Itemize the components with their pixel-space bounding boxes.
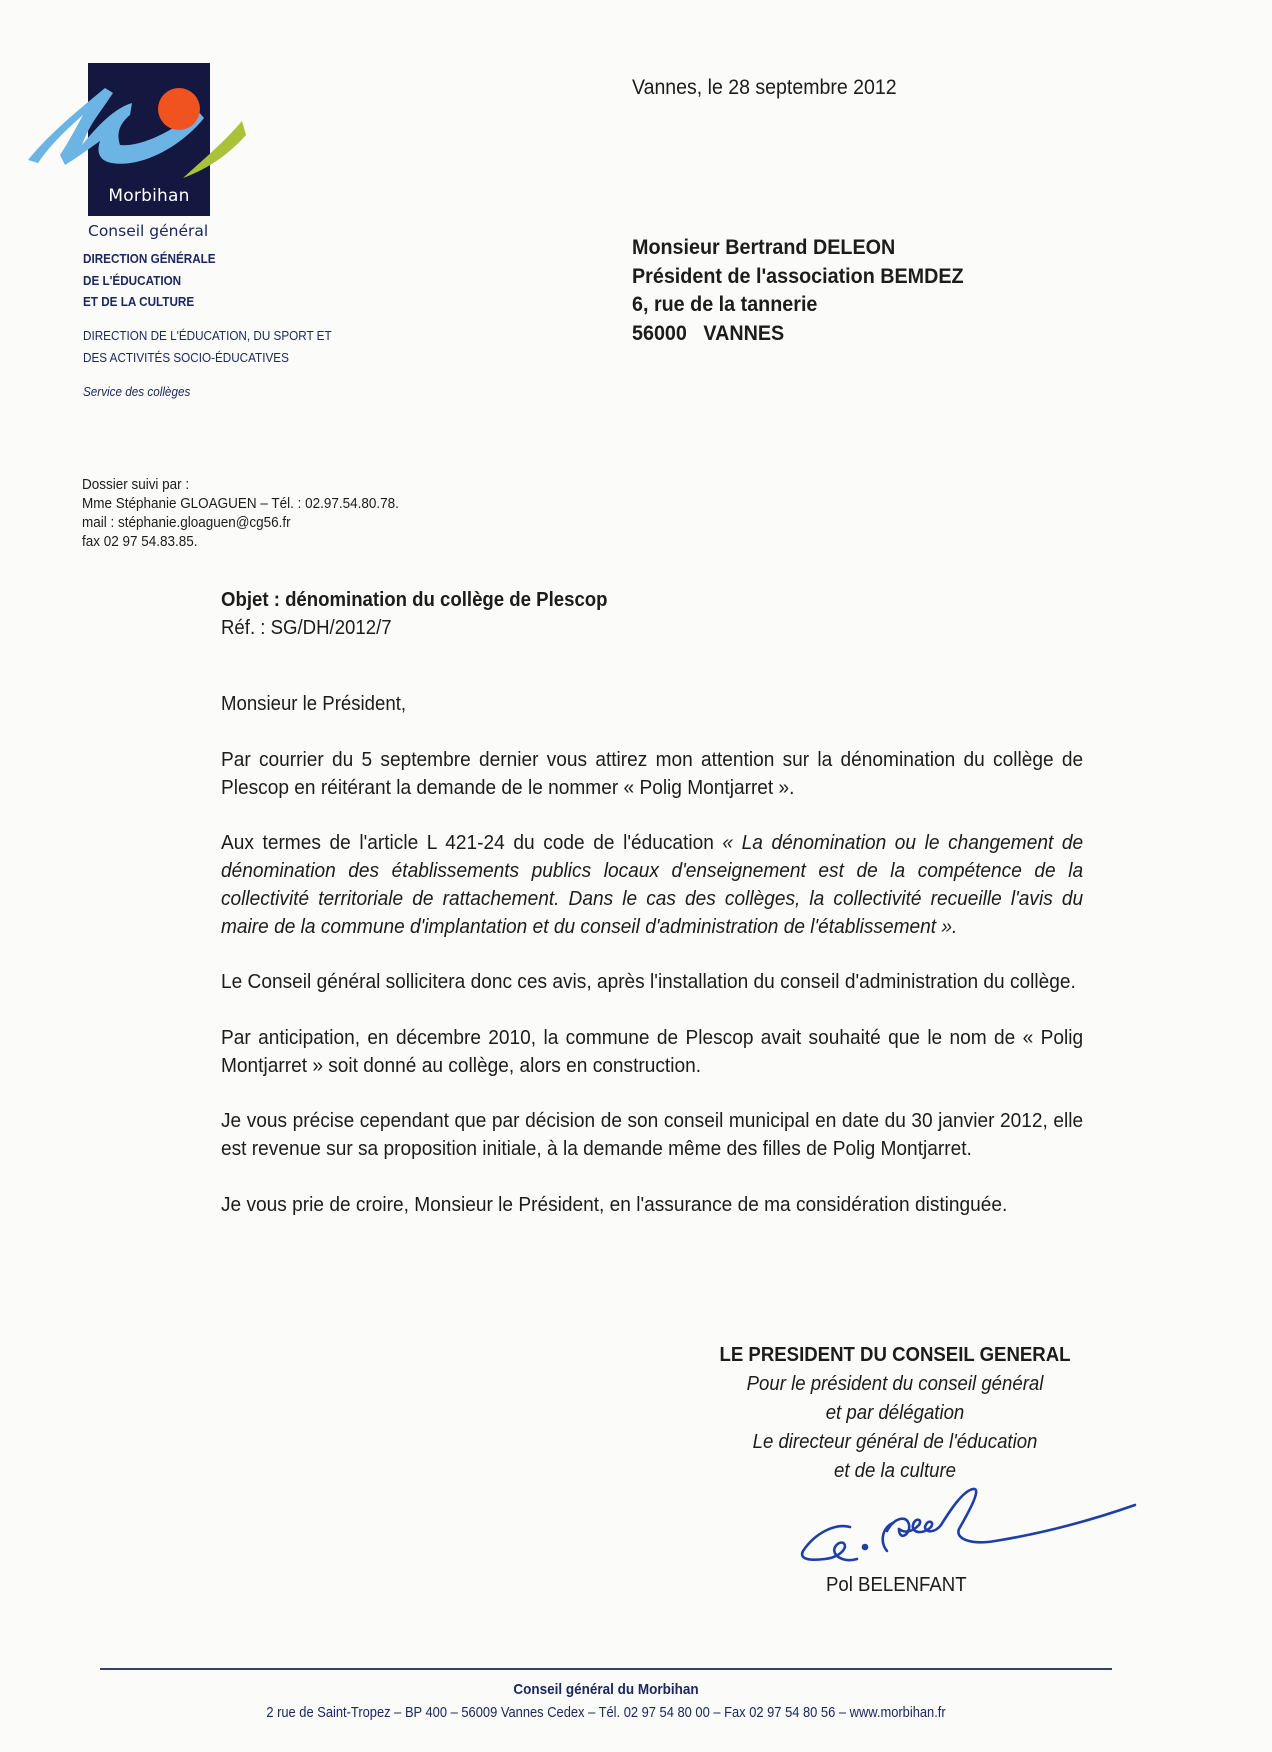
footer-divider [100, 1668, 1112, 1670]
handwritten-signature-icon [795, 1485, 1140, 1575]
closing-formula: Je vous prie de croire, Monsieur le Président, en l'assurance de ma considération distinguée. [221, 1192, 1008, 1216]
department-main [83, 248, 216, 313]
recipient-name: Monsieur Bertrand DELEON [632, 236, 896, 259]
delegation-line: et de la culture [833, 1460, 957, 1482]
object-reference: Réf. : SG/DH/2012/7 [221, 617, 392, 639]
body-paragraph: Par courrier du 5 septembre dernier vous attirez mon attention sur la dénomination du collège de Plescop en réitérant la demande de le nommer « Polig Montjarret ». [221, 748, 1084, 799]
delegation-line: Pour le président du conseil général [746, 1373, 1044, 1395]
signature-title: LE PRESIDENT DU CONSEIL GENERAL [719, 1344, 1071, 1366]
logo-wordmark: Morbihan [108, 186, 190, 206]
recipient-street: 6, rue de la tannerie [632, 293, 818, 316]
contact-fax: fax 02 97 54.83.85. [82, 534, 198, 550]
footer-organization: Conseil général du Morbihan [513, 1681, 699, 1698]
salutation: Monsieur le Président, [221, 693, 407, 715]
footer-address: 2 rue de Saint-Tropez – BP 400 – 56009 Vannes Cedex – Tél. 02 97 54 80 00 – Fax 02 97 54 80 56 – www.morbihan.fr [266, 1704, 946, 1721]
recipient-address [632, 234, 964, 348]
department-main-line: ET DE LA CULTURE [83, 294, 195, 309]
department-sub [83, 325, 332, 368]
object-title: Objet : dénomination du collège de Plescop [221, 589, 608, 611]
signature-block [700, 1341, 1090, 1486]
body-paragraph: Le Conseil général sollicitera donc ces avis, après l'installation du conseil d'administration du collège. [221, 970, 1076, 994]
service-name: Service des collèges [83, 384, 191, 399]
recipient-title: Président de l'association BEMDEZ [632, 264, 964, 288]
delegation-line: Le directeur général de l'éducation [752, 1431, 1038, 1453]
department-sub-line: DIRECTION DE L'ÉDUCATION, DU SPORT ET [83, 328, 332, 343]
article-intro: Aux termes de l'article L 421-24 du code de l'éducation [221, 831, 723, 855]
signatory-name: Pol BELENFANT [826, 1574, 967, 1596]
organization-name: Conseil général [88, 222, 209, 240]
logo-orange-sun [158, 88, 200, 130]
contact-block [82, 476, 399, 552]
department-sub-line: DES ACTIVITÉS SOCIO-ÉDUCATIVES [83, 349, 289, 365]
department-main-line: DE L'ÉDUCATION [83, 272, 182, 288]
contact-heading: Dossier suivi par : [82, 477, 190, 493]
body-paragraph: Je vous précise cependant que par décision de son conseil municipal en date du 30 janvier 2012, elle est revenue sur sa proposition initiale, à la demande même des filles de Polig Montjarret. [221, 1109, 1084, 1161]
recipient-city-line [632, 320, 964, 349]
delegation-line: et par délégation [825, 1402, 965, 1424]
contact-mail: mail : stéphanie.gloaguen@cg56.fr [82, 515, 291, 531]
recipient-postcode: 56000 [632, 321, 687, 345]
department-main-line: DIRECTION GÉNÉRALE [83, 251, 216, 266]
body-paragraph: Par anticipation, en décembre 2010, la commune de Plescop avait souhaité que le nom de « Polig Montjarret » soit donné au collège, alors en construction. [221, 1025, 1084, 1077]
letter-body [221, 746, 1083, 1246]
object-block [221, 586, 608, 642]
recipient-city: VANNES [703, 321, 785, 345]
body-paragraph [221, 829, 1083, 940]
article-quote: « La dénomination ou le changement de dénomination des établissements publics locaux d'enseignement est de la compétence de la collectivité territoriale de rattachement. Dans le cas des collèges, la collectivité recueille l'avis du maire de la commune d'implantation et du conseil d'administration de l'établissement ». [221, 831, 1084, 938]
contact-person: Mme Stéphanie GLOAGUEN – Tél. : 02.97.54.80.78. [82, 496, 399, 512]
date-line: Vannes, le 28 septembre 2012 [632, 76, 897, 99]
